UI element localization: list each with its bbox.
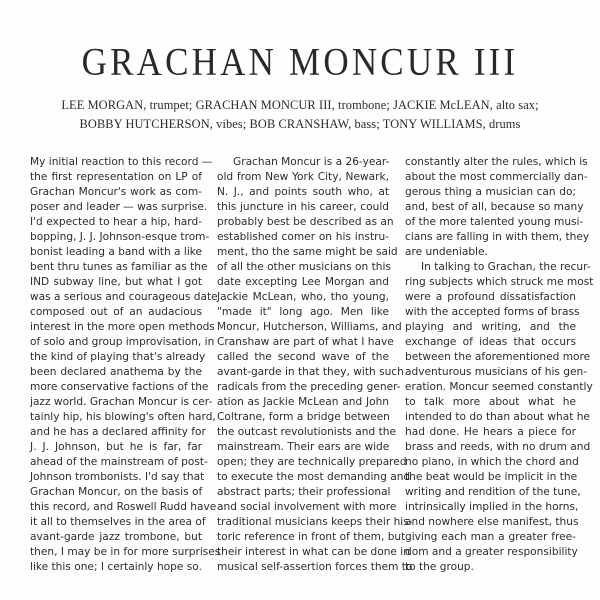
text-line: it all to themselves in the area of bbox=[30, 516, 206, 528]
text-line: and he has a declared affinity for bbox=[30, 426, 206, 438]
text-line: Jackie McLean, who, tho young, bbox=[217, 291, 389, 303]
text-line: no piano, in which the chord and bbox=[405, 456, 579, 468]
text-line: Coltrane, form a bridge between bbox=[217, 411, 390, 423]
text-line: their interest in what can be done in bbox=[217, 546, 410, 558]
text-line: are undeniable. bbox=[405, 246, 488, 258]
text-line: been declared anathema by the bbox=[30, 366, 202, 378]
text-line: with the accepted forms of brass bbox=[405, 306, 580, 318]
text-line: Grachan Moncur's work as com- bbox=[30, 186, 202, 198]
text-line: tainly hip, his blowing's often hard, bbox=[30, 411, 216, 423]
text-line: bonist leading a band with a like bbox=[30, 246, 203, 258]
text-line: writing and rendition of the tune, bbox=[405, 486, 581, 498]
text-column-2 bbox=[217, 155, 413, 575]
body-text-columns bbox=[30, 155, 594, 585]
text-line: to execute the most demanding and bbox=[217, 471, 411, 483]
text-line: abstract parts; their professional bbox=[217, 486, 391, 498]
text-line: constantly alter the rules, which is bbox=[405, 156, 588, 168]
text-line: ment, tho the same might be said bbox=[217, 246, 398, 258]
personnel-credits bbox=[0, 96, 600, 134]
text-line: cians are falling in with them, they bbox=[405, 231, 590, 243]
text-column-1 bbox=[30, 155, 221, 575]
text-line: playing and writing, and the bbox=[405, 321, 576, 333]
text-line: composed out of an audacious bbox=[30, 306, 202, 318]
text-line: giving each man a greater free- bbox=[405, 531, 576, 543]
text-line: Grachan Moncur is a 26-year- bbox=[233, 156, 390, 168]
text-line: exchange of ideas that occurs bbox=[405, 336, 576, 348]
text-line: poser and leader — was surprise. bbox=[30, 201, 208, 213]
text-line: IND subway line, but what I got bbox=[30, 276, 202, 288]
text-line: Johnson trombonists. I'd say that bbox=[30, 471, 205, 483]
text-line: ation as Jackie McLean and John bbox=[217, 396, 389, 408]
text-line: adventurous musicians of his gen- bbox=[405, 366, 588, 378]
text-line: bent thru tunes as familiar as the bbox=[30, 261, 208, 273]
text-line: like this one; I certainly hope so. bbox=[30, 561, 202, 573]
text-line: avant-garde jazz trombone, but bbox=[30, 531, 202, 543]
text-line: of solo and group improvisation, in bbox=[30, 336, 215, 348]
text-line: intrinsically implied in the horns, bbox=[405, 501, 579, 513]
text-line: toric reference in front of them, but bbox=[217, 531, 406, 543]
text-line: probably best be described as an bbox=[217, 216, 394, 228]
text-line: the first representation on LP of bbox=[30, 171, 202, 183]
text-line: I'd expected to hear a hip, hard- bbox=[30, 216, 202, 228]
text-line: was a serious and courageous date bbox=[30, 291, 218, 303]
text-line: this record, and Roswell Rudd have bbox=[30, 501, 217, 513]
text-line: open; they are technically prepared bbox=[217, 456, 407, 468]
text-line: established comer on his instru- bbox=[217, 231, 389, 243]
personnel-line-1: LEE MORGAN, trumpet; GRACHAN MONCUR III, trombone; JACKIE McLEAN, alto sax; bbox=[61, 98, 539, 112]
text-line: and social involvement with more bbox=[217, 501, 397, 513]
text-line: dom and a greater responsibility bbox=[405, 546, 578, 558]
text-line: J. J. Johnson, but he is far, far bbox=[30, 441, 202, 453]
text-line: and, best of all, because so many bbox=[405, 201, 584, 213]
text-column-3 bbox=[405, 155, 594, 575]
text-line: more conservative factions of the bbox=[30, 381, 209, 393]
text-line: to the group. bbox=[405, 561, 474, 573]
text-line: the kind of playing that's already bbox=[30, 351, 206, 363]
text-line: gerous thing a musician can do; bbox=[405, 186, 576, 198]
text-line: of all the other musicians on this bbox=[217, 261, 391, 273]
text-line: this juncture in his career, could bbox=[217, 201, 389, 213]
page-title: GRACHAN MONCUR III bbox=[81, 40, 519, 84]
personnel-line-2: BOBBY HUTCHERSON, vibes; BOB CRANSHAW, bass; TONY WILLIAMS, drums bbox=[79, 117, 521, 131]
text-line: In talking to Grachan, the recur- bbox=[421, 261, 591, 273]
text-line: Cranshaw are part of what I have bbox=[217, 336, 394, 348]
text-line: intended to do than about what he bbox=[405, 411, 590, 423]
text-line: traditional musicians keeps their his- bbox=[217, 516, 413, 528]
text-line: of the more talented young musi- bbox=[405, 216, 584, 228]
text-line: bopping, J. J. Johnson-esque trom- bbox=[30, 231, 210, 243]
text-line: Moncur, Hutcherson, Williams, and bbox=[217, 321, 402, 333]
text-line: brass and reeds, with no drum and bbox=[405, 441, 591, 453]
text-line: musical self-assertion forces them to bbox=[217, 561, 413, 573]
text-line: jazz world. Grachan Moncur is cer- bbox=[30, 396, 213, 408]
text-line: ring subjects which struck me most bbox=[405, 276, 594, 288]
text-line: had done. He hears a piece for bbox=[405, 426, 576, 438]
text-line: date excepting Lee Morgan and bbox=[217, 276, 389, 288]
text-line: mainstream. Their ears are wide bbox=[217, 441, 390, 453]
text-line: the outcast revolutionists and the bbox=[217, 426, 396, 438]
text-line: and nowhere else manifest, thus bbox=[405, 516, 579, 528]
text-line: were a profound dissatisfaction bbox=[405, 291, 576, 303]
text-line: ahead of the mainstream of post- bbox=[30, 456, 208, 468]
text-line: radicals from the preceding gener- bbox=[217, 381, 401, 393]
text-line: eration. Moncur seemed constantly bbox=[405, 381, 593, 393]
text-line: about the most commercially dan- bbox=[405, 171, 588, 183]
text-line: N. J., and points south who, at bbox=[217, 186, 389, 198]
text-line: My initial reaction to this record — bbox=[30, 156, 213, 168]
text-line: old from New York City, Newark, bbox=[217, 171, 389, 183]
text-line: between the aforementioned more bbox=[405, 351, 591, 363]
text-line: avant-garde in that they, with such bbox=[217, 366, 404, 378]
text-line: "made it" long ago. Men like bbox=[217, 306, 389, 318]
text-line: the beat would be implicit in the bbox=[405, 471, 578, 483]
text-line: to talk more about what he bbox=[405, 396, 576, 408]
text-line: Grachan Moncur, on the basis of bbox=[30, 486, 203, 498]
text-line: interest in the more open methods bbox=[30, 321, 215, 333]
text-line: then, I may be in for more surprises bbox=[30, 546, 221, 558]
text-line: called the second wave of the bbox=[217, 351, 389, 363]
